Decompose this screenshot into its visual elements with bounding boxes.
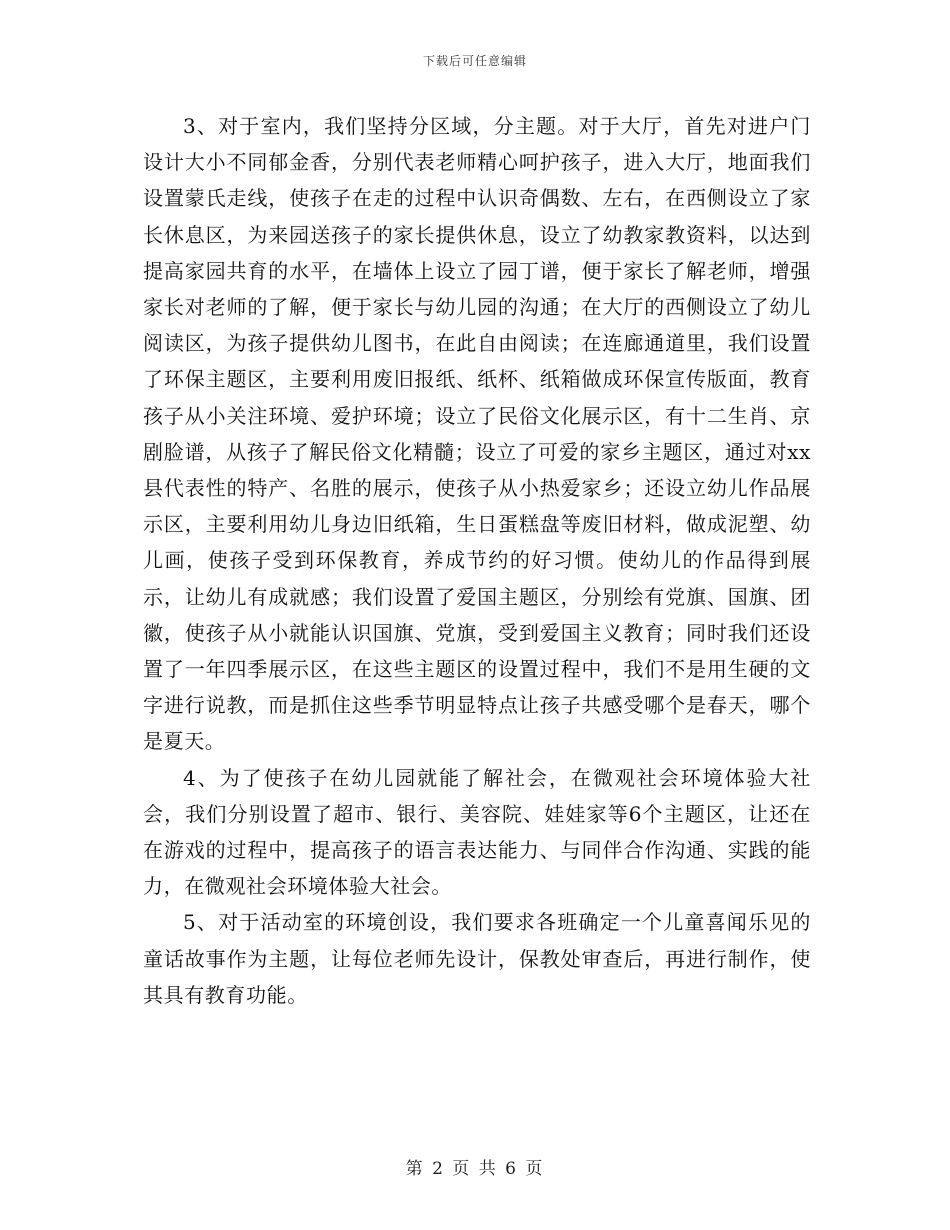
page-header: 下载后可任意编辑 <box>422 54 527 68</box>
document-body <box>143 108 811 1013</box>
page-number-footer: 第 2 页 共 6 页 <box>405 1159 545 1179</box>
paragraph-3-indoor-areas: 3、对于室内，我们坚持分区域，分主题。对于大厅，首先对进户门设计大小不同郁金香，分别代表老师精心呵护孩子，进入大厅，地面我们设置蒙氏走线，使孩子在走的过程中认识奇偶数、左右，在西侧设立了家长休息区，为来园送孩子的家长提供休息，设立了幼教家教资料，以达到提高家园共育的水平，在墙体上设立了园丁谱，便于家长了解老师，增强家长对老师的了解，便于家长与幼儿园的沟通；在大厅的西侧设立了幼儿阅读区，为孩子提供幼儿图书，在此自由阅读；在连廊通道里，我们设置了环保主题区，主要利用废旧报纸、纸杯、纸箱做成环保宣传版面，教育孩子从小关注环境、爱护环境；设立了民俗文化展示区，有十二生肖、京剧脸谱，从孩子了解民俗文化精髓；设立了可爱的家乡主题区，通过对xx县代表性的特产、名胜的展示，使孩子从小热爱家乡；还设立幼儿作品展示区，主要利用幼儿身边旧纸箱，生日蛋糕盘等废旧材料，做成泥塑、幼儿画，使孩子受到环保教育，养成节约的好习惯。使幼儿的作品得到展示，让幼儿有成就感；我们设置了爱国主题区，分别绘有党旗、国旗、团徽，使孩子从小就能认识国旗、党旗，受到爱国主义教育；同时我们还设置了一年四季展示区，在这些主题区的设置过程中，我们不是用生硬的文字进行说教，而是抓住这些季节明显特点让孩子共感受哪个是春天，哪个是夏天。 <box>143 114 811 754</box>
paragraph-5-activity-room: 5、对于活动室的环境创设，我们要求各班确定一个儿童喜闻乐见的童话故事作为主题，让每位老师先设计，保教处审查后，再进行制作，使其具有教育功能。 <box>143 910 811 1007</box>
paragraph-4-social-areas: 4、为了使孩子在幼儿园就能了解社会，在微观社会环境体验大社会，我们分别设置了超市、银行、美容院、娃娃家等6个主题区，让还在在游戏的过程中，提高孩子的语言表达能力、与同伴合作沟通、实践的能力，在微观社会环境体验大社会。 <box>143 765 811 899</box>
